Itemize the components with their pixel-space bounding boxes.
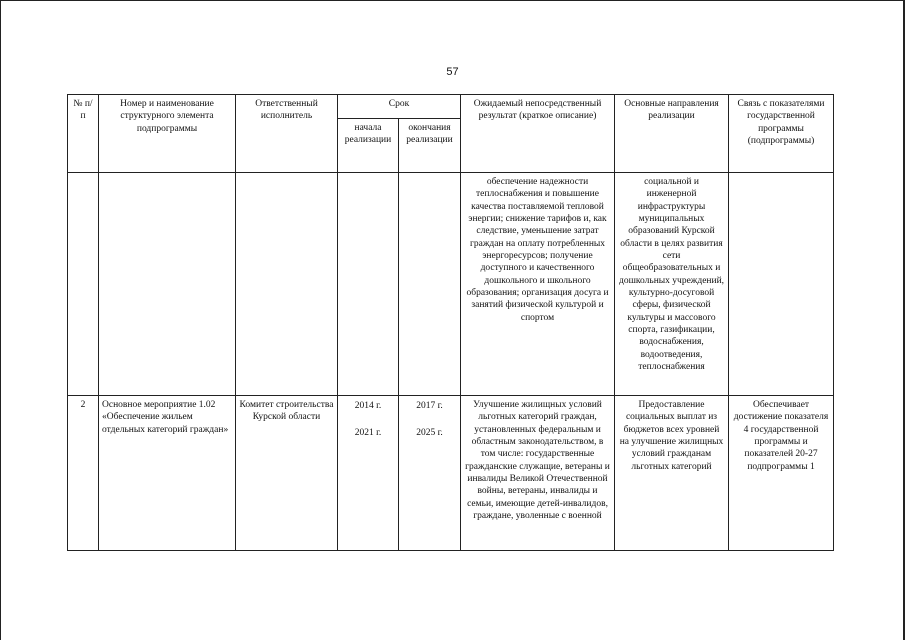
row-directions: Предоставление социальных выплат из бюджетов всех уровней на улучшение жилищных условий гражданам льготных категорий bbox=[615, 396, 729, 551]
row-num bbox=[68, 173, 99, 396]
header-term: Срок bbox=[338, 95, 461, 119]
row-end bbox=[399, 396, 461, 551]
row-result bbox=[461, 396, 615, 551]
page-frame-top bbox=[0, 0, 905, 1]
table-header-row bbox=[68, 95, 834, 119]
row-num: 2 bbox=[68, 396, 99, 551]
end-date: 2025 г. bbox=[416, 428, 443, 439]
row-responsible bbox=[236, 173, 338, 396]
header-num: № п/п bbox=[68, 95, 99, 173]
row-directions: социальной и инженерной инфраструктуры муниципальных образований Курской области в целях развития сети общеобразовательных и дошкольных учреждений, культурно-досуговой сферы, физической культуры и массового спорта, газификации, водоснабжения, водоотведения, теплоснабжения bbox=[615, 173, 729, 396]
header-responsible: Ответственный исполнитель bbox=[236, 95, 338, 173]
row-end bbox=[399, 173, 461, 396]
row-start bbox=[338, 173, 399, 396]
page-frame-left bbox=[0, 0, 1, 640]
start-date: 2021 г. bbox=[354, 428, 382, 439]
row-start bbox=[338, 396, 399, 551]
header-result: Ожидаемый непосредственный результат (краткое описание) bbox=[461, 95, 615, 173]
page-number: 57 bbox=[446, 66, 459, 78]
table-row bbox=[68, 173, 834, 396]
row-name bbox=[99, 173, 236, 396]
row-link bbox=[729, 173, 834, 396]
header-name: Номер и наименование структурного элемента подпрограммы bbox=[99, 95, 236, 173]
header-end: окончания реализации bbox=[399, 119, 461, 173]
start-date: 2014 г. bbox=[354, 401, 382, 411]
row-responsible: Комитет строительства Курской области bbox=[236, 396, 338, 551]
row-result: обеспечение надежности теплоснабжения и повышение качества поставляемой тепловой энергии; снижение тарифов и, как следствие, уменьшение затрат граждан на оплату потребленных энергоресурсов; получение доступного и качественного дошкольного и школьного образования; организация досуга и занятий физической культурой и спортом bbox=[461, 173, 615, 396]
end-date: 2017 г. bbox=[416, 401, 443, 411]
program-table bbox=[67, 94, 834, 551]
header-directions: Основные направления реализации bbox=[615, 95, 729, 173]
row-name: Основное мероприятие 1.02 «Обеспечение жильем отдельных категорий граждан» bbox=[99, 396, 236, 551]
row-link: Обеспечивает достижение показателя 4 государственной программы и показателей 20-27 подпрограммы 1 bbox=[729, 396, 834, 551]
row-result-text: Улучшение жилищных условий льготных категорий граждан, установленных федеральным и областным законодательством, в том числе: государственные гражданские служащие, ветераны и инвалиды Великой Отечественной войны, ветераны, инвалиды и семьи, имеющие детей-инвалидов, граждане, уволенные с военной bbox=[465, 400, 610, 522]
table-row bbox=[68, 396, 834, 551]
header-link: Связь с показателями государственной программы (подпрограммы) bbox=[729, 95, 834, 173]
header-start: начала реализации bbox=[338, 119, 399, 173]
